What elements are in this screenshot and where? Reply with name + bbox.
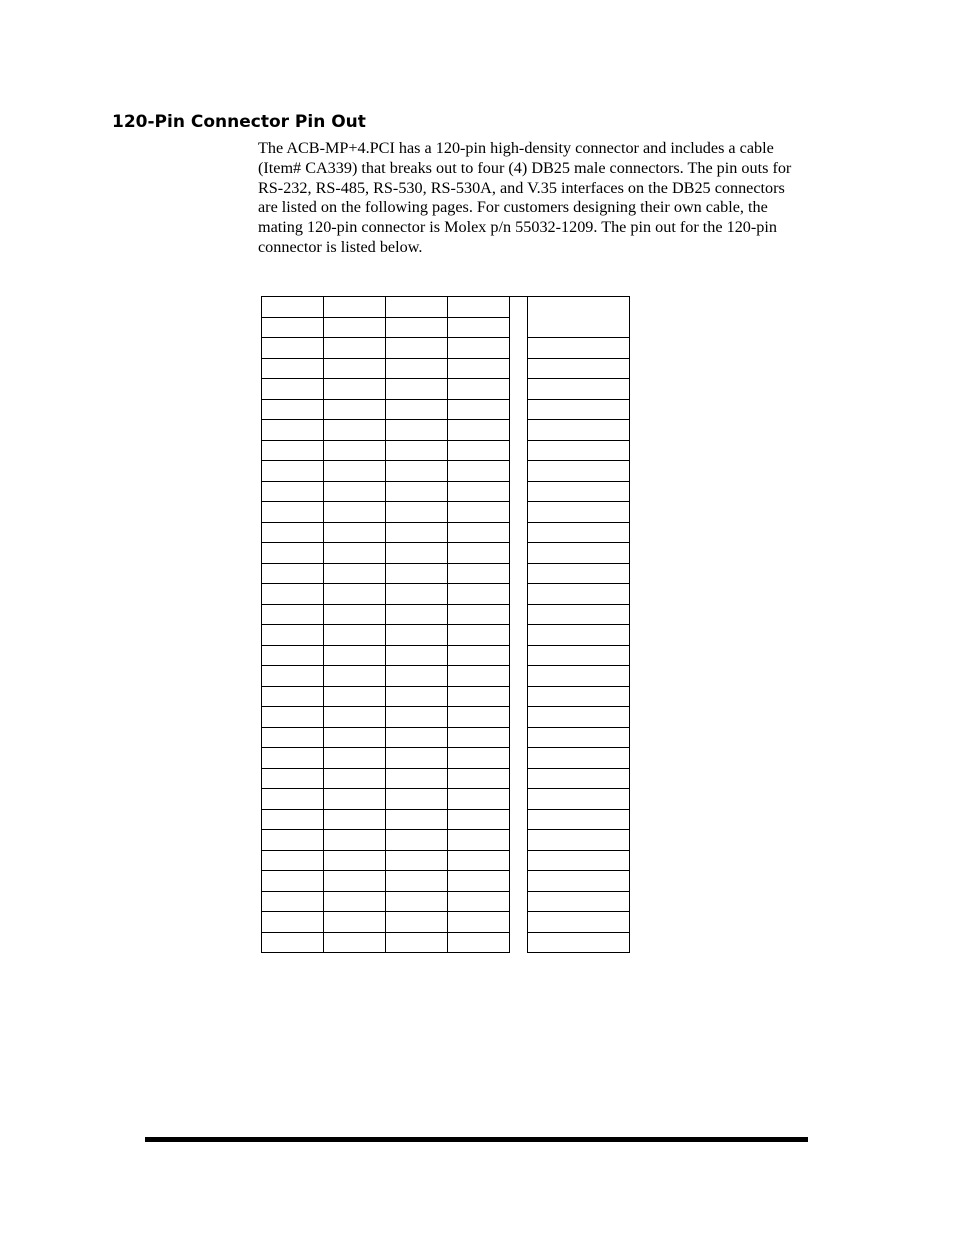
table-row-line bbox=[527, 829, 630, 830]
table-row-line bbox=[261, 583, 510, 584]
table-row-line bbox=[261, 522, 510, 523]
table-row-line bbox=[527, 850, 630, 851]
table-row-line bbox=[261, 747, 510, 748]
table-row-line bbox=[261, 337, 510, 338]
table-row-line bbox=[261, 870, 510, 871]
table-row-line bbox=[527, 583, 630, 584]
table-row-line bbox=[261, 358, 510, 359]
table-row-line bbox=[261, 645, 510, 646]
table-row-line bbox=[261, 768, 510, 769]
table-row-line bbox=[261, 542, 510, 543]
table-row-line bbox=[261, 850, 510, 851]
table-row-line bbox=[527, 706, 630, 707]
table-row-line bbox=[527, 440, 630, 441]
table-row-line bbox=[261, 460, 510, 461]
table-row-line bbox=[261, 481, 510, 482]
table-row-line bbox=[261, 788, 510, 789]
table-row-line bbox=[527, 768, 630, 769]
table-row-line bbox=[527, 952, 630, 953]
table-row-line bbox=[527, 501, 630, 502]
table-row-line bbox=[527, 747, 630, 748]
table-row-line bbox=[261, 706, 510, 707]
table-row-line bbox=[527, 911, 630, 912]
table-row-line bbox=[261, 624, 510, 625]
section-heading: 120-Pin Connector Pin Out bbox=[112, 112, 366, 132]
intro-line: are listed on the following pages. For customers designing their own cable, the bbox=[258, 198, 768, 217]
table-row-line bbox=[527, 337, 630, 338]
table-row-line bbox=[261, 809, 510, 810]
table-row-line bbox=[527, 891, 630, 892]
table-row-line bbox=[261, 563, 510, 564]
table-row-line bbox=[261, 419, 510, 420]
table-row-line bbox=[261, 932, 510, 933]
intro-line: connector is listed below. bbox=[258, 237, 423, 256]
intro-line: RS-232, RS-485, RS-530, RS-530A, and V.35 interfaces on the DB25 connectors bbox=[258, 178, 785, 197]
table-row-line bbox=[527, 645, 630, 646]
pin-out-table bbox=[261, 296, 629, 953]
table-row-line bbox=[261, 686, 510, 687]
table-row-line bbox=[527, 542, 630, 543]
table-row-line bbox=[261, 440, 510, 441]
table-row-line bbox=[261, 399, 510, 400]
table-row-line bbox=[527, 481, 630, 482]
table-top-border bbox=[261, 296, 630, 297]
table-row-line bbox=[261, 911, 510, 912]
table-row-line bbox=[261, 727, 510, 728]
table-row-line bbox=[527, 604, 630, 605]
table-row-line bbox=[261, 604, 510, 605]
table-row-line bbox=[261, 829, 510, 830]
table-row-line bbox=[527, 665, 630, 666]
table-row-line bbox=[261, 501, 510, 502]
table-row-line bbox=[527, 522, 630, 523]
table-row-line bbox=[261, 891, 510, 892]
table-row-line bbox=[527, 788, 630, 789]
table-row-line bbox=[527, 378, 630, 379]
table-row-line bbox=[261, 952, 510, 953]
table-row-line bbox=[261, 378, 510, 379]
footer-rule bbox=[145, 1137, 808, 1142]
table-row-line bbox=[261, 665, 510, 666]
table-row-line bbox=[527, 727, 630, 728]
intro-line: The ACB-MP+4.PCI has a 120-pin high-density connector and includes a cable bbox=[258, 139, 774, 157]
table-row-line bbox=[527, 624, 630, 625]
table-row-line bbox=[527, 932, 630, 933]
table-row-line bbox=[527, 686, 630, 687]
intro-line: mating 120-pin connector is Molex p/n 55032-1209. The pin out for the 120-pin bbox=[258, 218, 777, 237]
table-row-line bbox=[527, 460, 630, 461]
table-row-line bbox=[527, 563, 630, 564]
table-row-line bbox=[527, 358, 630, 359]
table-row-line bbox=[527, 809, 630, 810]
table-row-line bbox=[527, 399, 630, 400]
table-row-line bbox=[527, 419, 630, 420]
intro-line: (Item# CA339) that breaks out to four (4) DB25 male connectors. The pin outs for bbox=[258, 158, 792, 177]
table-row-line bbox=[527, 870, 630, 871]
table-header-divider bbox=[261, 317, 509, 318]
intro-paragraph bbox=[258, 139, 838, 258]
